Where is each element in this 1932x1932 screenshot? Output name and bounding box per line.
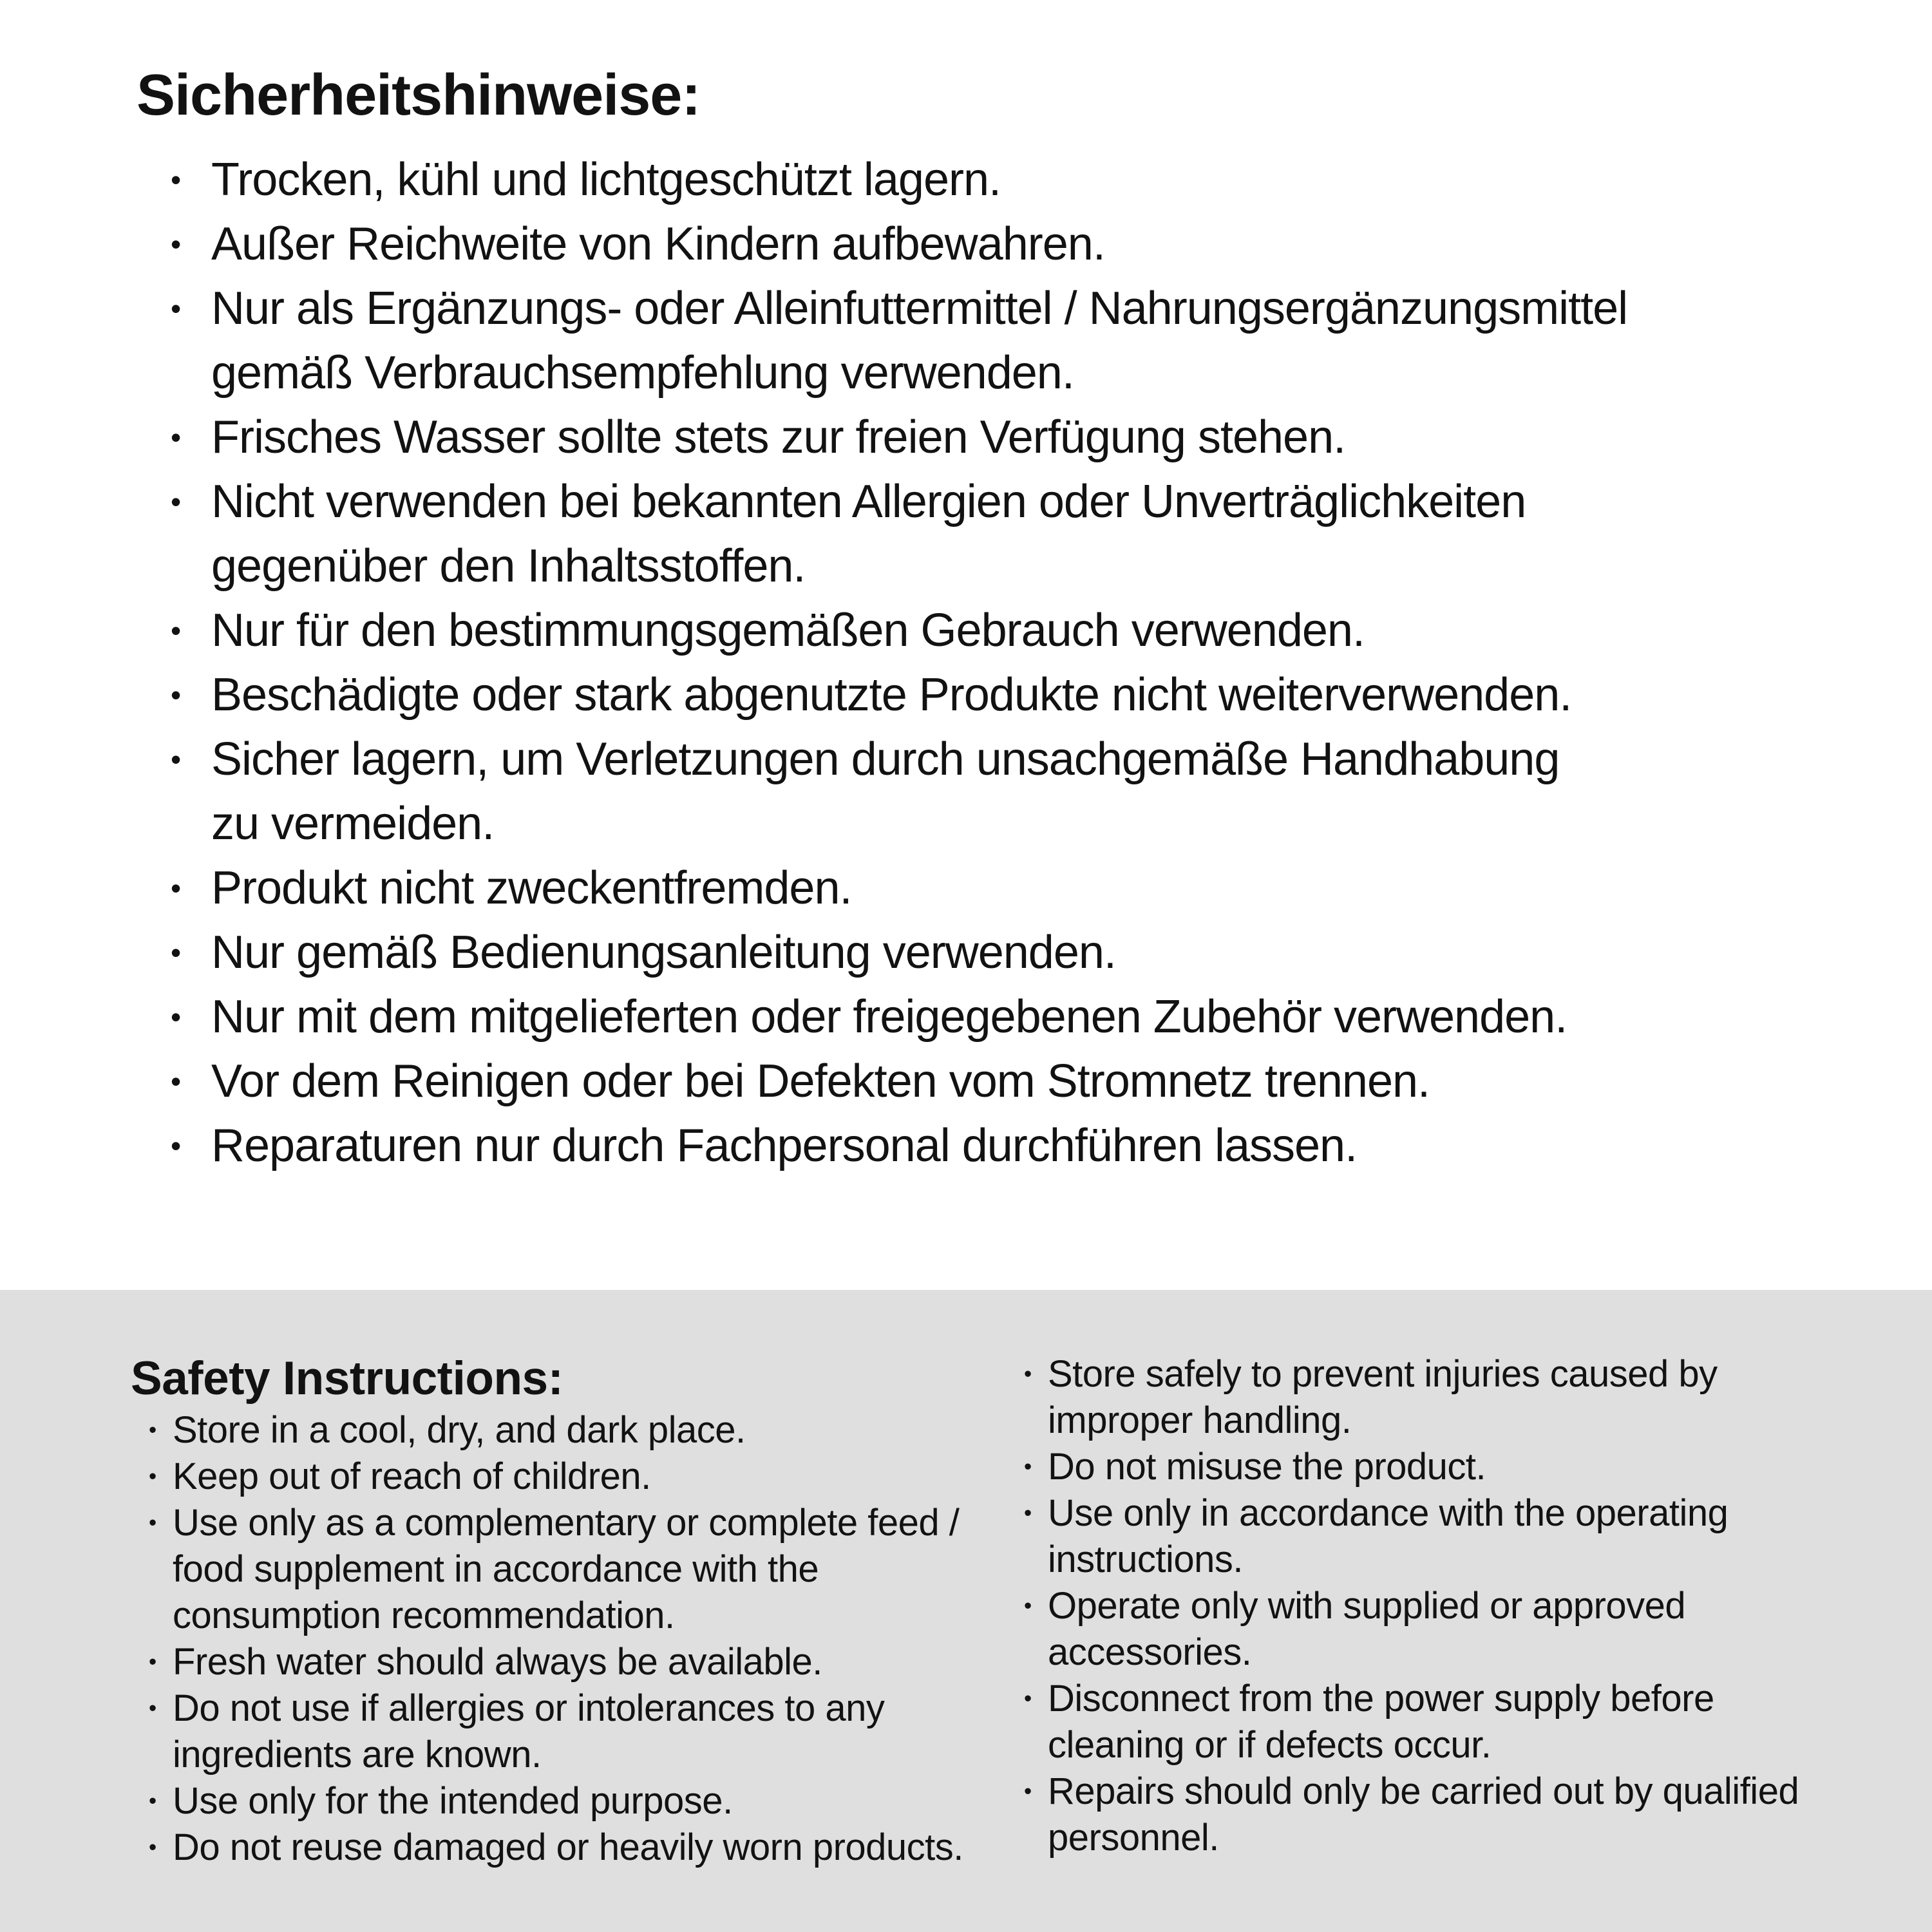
list-item	[171, 1113, 1627, 1178]
list-item	[171, 212, 1627, 276]
list-item	[171, 147, 1627, 212]
bullet-line: • Operate only with supplied or approved	[1024, 1583, 1799, 1629]
wrapped-line: improper handling.	[1048, 1399, 1352, 1441]
bullet-line: • Vor dem Reinigen oder bei Defekten vom Stromnetz trennen.	[171, 1049, 1627, 1113]
list-item	[1024, 1583, 1799, 1676]
wrapped-line: food supplement in accordance with the	[173, 1548, 819, 1590]
wrapped-line: ingredients are known.	[173, 1734, 542, 1776]
bullet-line: • Keep out of reach of children.	[149, 1454, 963, 1500]
wrapped-line: zu vermeiden.	[211, 798, 495, 849]
bullet-line: • Do not use if allergies or intolerances to any	[149, 1685, 963, 1732]
wrapped-line: gegenüber den Inhaltsstoffen.	[211, 540, 806, 592]
list-item	[149, 1500, 963, 1639]
bullet-line: • Do not misuse the product.	[1024, 1444, 1799, 1490]
list-item	[171, 276, 1627, 405]
bullet-line: • Disconnect from the power supply before	[1024, 1676, 1799, 1722]
list-item	[149, 1778, 963, 1824]
list-item	[171, 598, 1627, 663]
bullet-line: • Nur gemäß Bedienungsanleitung verwenden.	[171, 920, 1627, 985]
bullet-line: • Store safely to prevent injuries caused by	[1024, 1351, 1799, 1397]
bullet-line: • Produkt nicht zweckentfremden.	[171, 856, 1627, 920]
bullet-line: • Außer Reichweite von Kindern aufbewahren.	[171, 212, 1627, 276]
list-item	[171, 1049, 1627, 1113]
list-item	[171, 663, 1627, 727]
bullet-line: • Fresh water should always be available.	[149, 1639, 963, 1685]
list-item	[171, 920, 1627, 985]
list-item	[1024, 1768, 1799, 1861]
english-section-heading: Safety Instructions:	[131, 1352, 564, 1405]
list-item	[171, 985, 1627, 1049]
list-item	[1024, 1490, 1799, 1583]
wrapped-line: gemäß Verbrauchsempfehlung verwenden.	[211, 347, 1074, 399]
bullet-line: • Use only in accordance with the operating	[1024, 1490, 1799, 1537]
bullet-line: • Store in a cool, dry, and dark place.	[149, 1407, 963, 1454]
bullet-line: • Beschädigte oder stark abgenutzte Produkte nicht weiterverwenden.	[171, 663, 1627, 727]
list-item	[171, 727, 1627, 856]
english-right-column	[1024, 1351, 1799, 1861]
bullet-line: • Repairs should only be carried out by qualified	[1024, 1768, 1799, 1815]
list-item	[149, 1639, 963, 1685]
wrapped-line: personnel.	[1048, 1817, 1219, 1859]
list-item	[171, 856, 1627, 920]
list-item	[149, 1824, 963, 1871]
list-item	[149, 1685, 963, 1778]
bullet-line: • Frisches Wasser sollte stets zur freien Verfügung stehen.	[171, 405, 1627, 469]
list-item	[171, 405, 1627, 469]
list-item	[1024, 1676, 1799, 1768]
bullet-line: • Sicher lagern, um Verletzungen durch unsachgemäße Handhabung	[171, 727, 1627, 791]
list-item	[171, 469, 1627, 598]
bullet-line: • Trocken, kühl und lichtgeschützt lagern.	[171, 147, 1627, 212]
list-item	[1024, 1351, 1799, 1444]
bullet-line: • Nur mit dem mitgelieferten oder freigegebenen Zubehör verwenden.	[171, 985, 1627, 1049]
english-section-panel	[0, 1290, 1932, 1932]
wrapped-line: cleaning or if defects occur.	[1048, 1724, 1492, 1766]
bullet-line: • Reparaturen nur durch Fachpersonal durchführen lassen.	[171, 1113, 1627, 1178]
bullet-line: • Use only as a complementary or complete feed /	[149, 1500, 963, 1546]
german-section-heading: Sicherheitshinweise:	[137, 63, 701, 128]
bullet-line: • Do not reuse damaged or heavily worn products.	[149, 1824, 963, 1871]
list-item	[1024, 1444, 1799, 1490]
wrapped-line: accessories.	[1048, 1631, 1252, 1673]
bullet-line: • Use only for the intended purpose.	[149, 1778, 963, 1824]
english-left-column	[149, 1407, 963, 1871]
list-item	[149, 1454, 963, 1500]
bullet-line: • Nur als Ergänzungs- oder Alleinfuttermittel / Nahrungsergänzungsmittel	[171, 276, 1627, 341]
wrapped-line: instructions.	[1048, 1539, 1243, 1580]
list-item	[149, 1407, 963, 1454]
bullet-line: • Nur für den bestimmungsgemäßen Gebrauch verwenden.	[171, 598, 1627, 663]
bullet-line: • Nicht verwenden bei bekannten Allergien oder Unverträglichkeiten	[171, 469, 1627, 534]
german-bullet-list	[171, 147, 1627, 1178]
wrapped-line: consumption recommendation.	[173, 1595, 675, 1636]
